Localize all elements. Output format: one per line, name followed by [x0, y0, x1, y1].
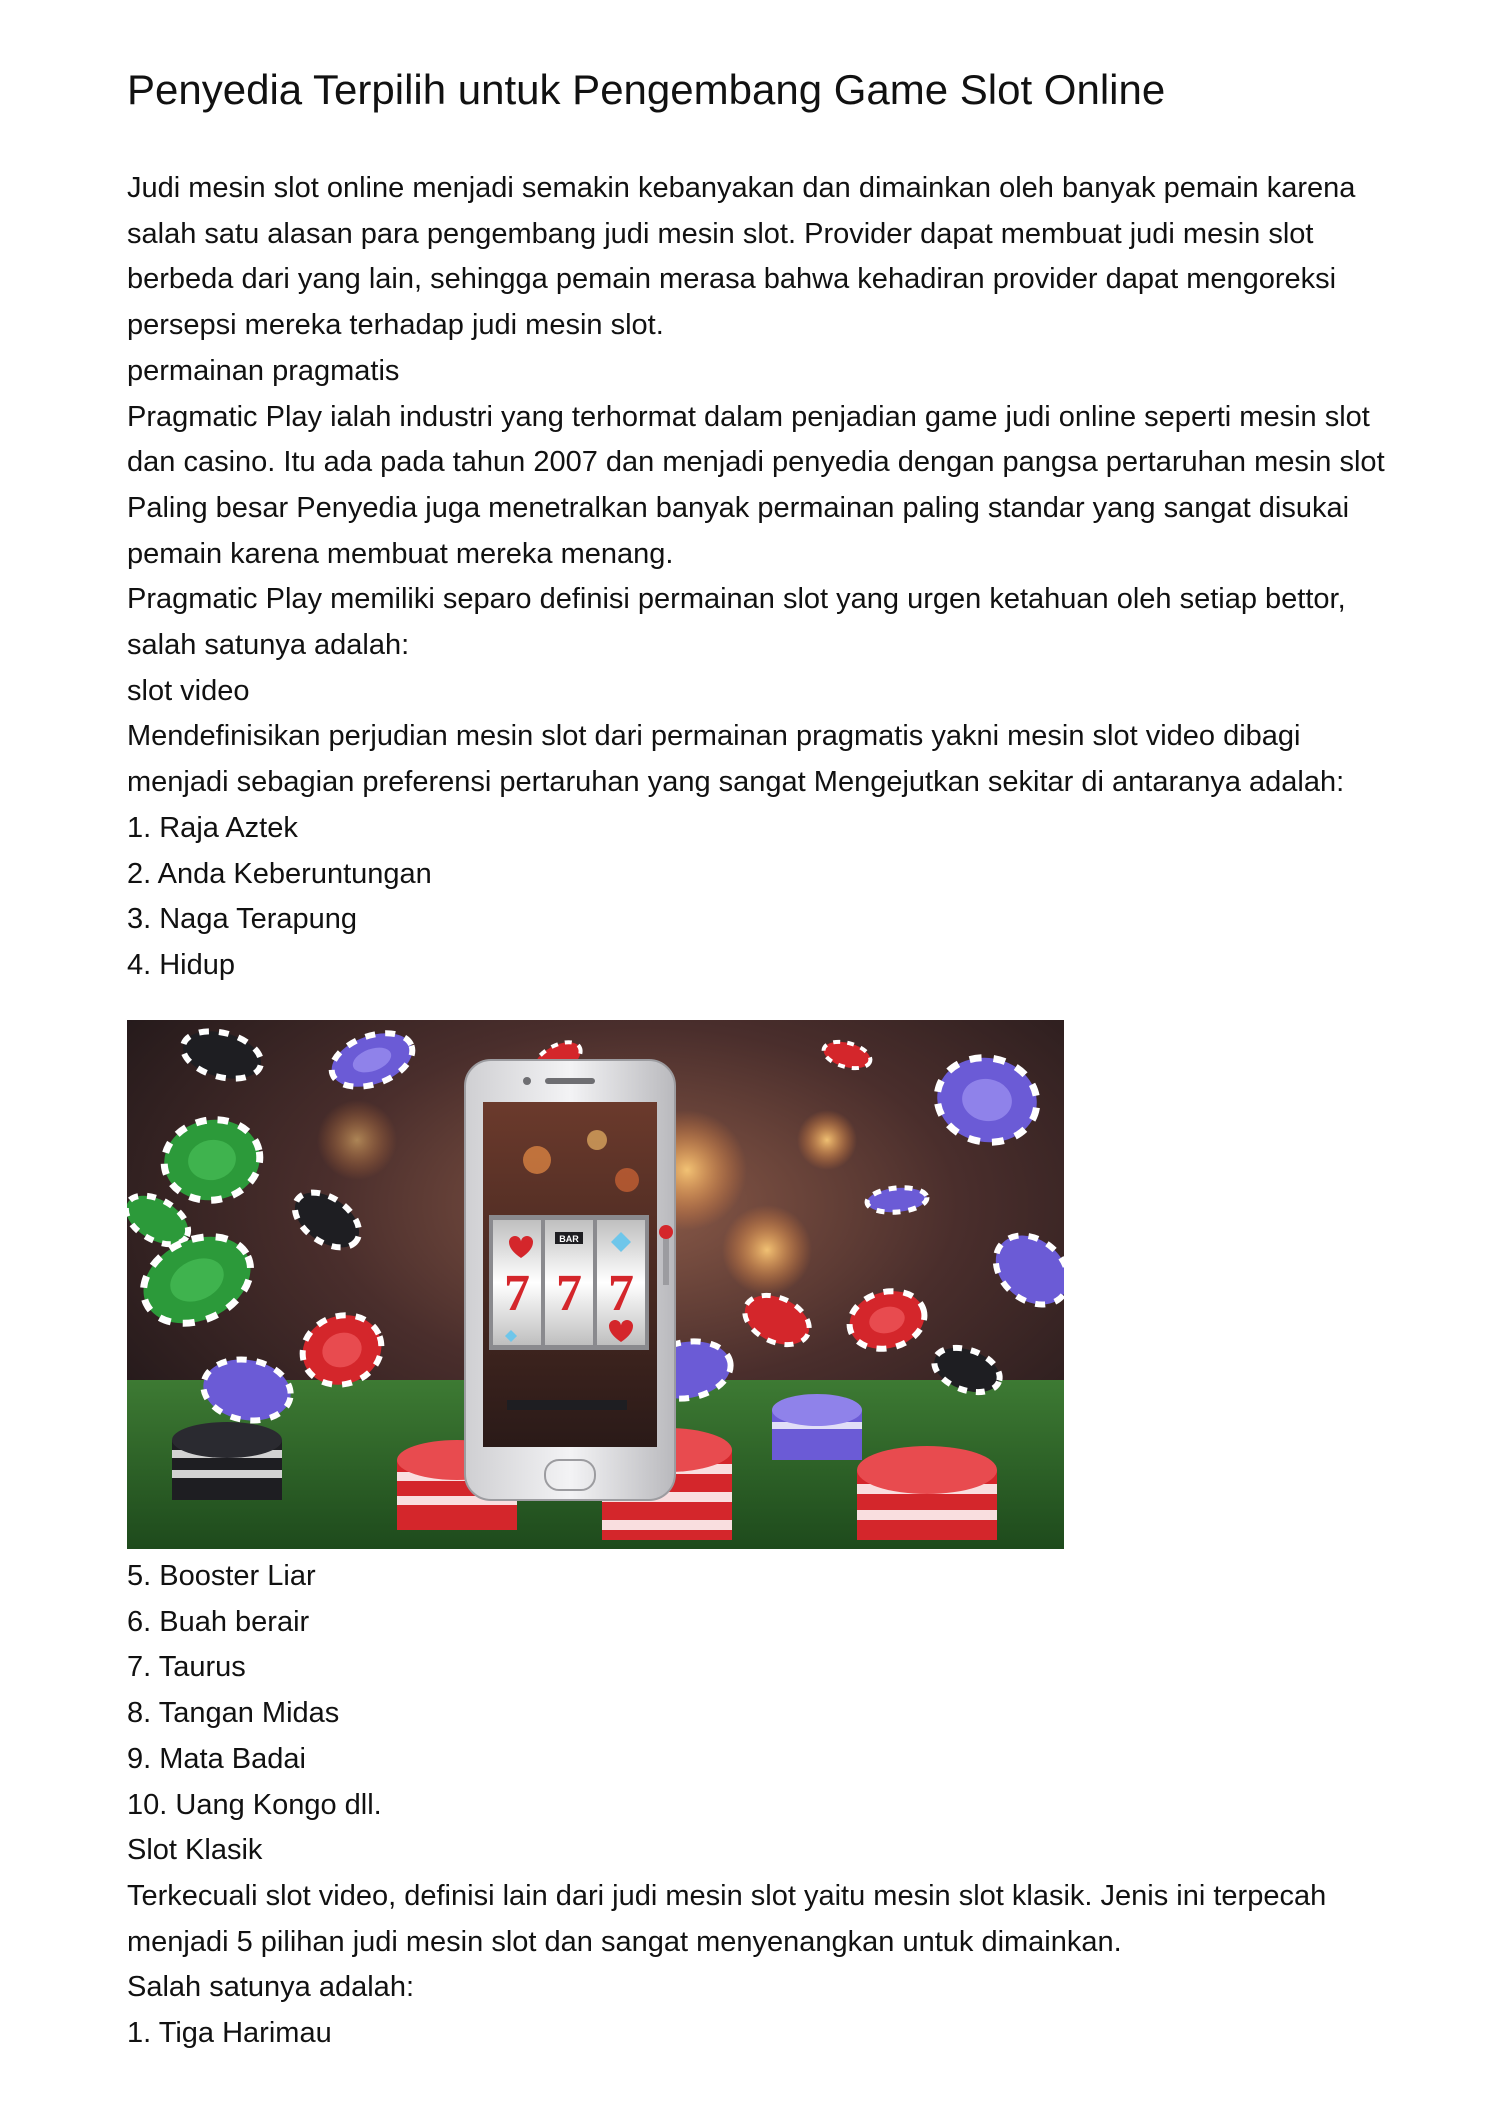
reel-3-symbol: 7	[608, 1265, 634, 1322]
bokeh-light	[317, 1100, 397, 1180]
paragraph-heading-slot-klasik: Slot Klasik	[127, 1834, 263, 1867]
casino-slot-image	[127, 1020, 1064, 1549]
list-item: 2. Anda Keberuntungan	[127, 857, 432, 890]
list-item: 8. Tangan Midas	[127, 1697, 340, 1730]
paragraph-pragmatic-play: Pragmatic Play ialah industri yang terhormat dalam penjadian game judi online seperti mesin slot dan casino. Itu ada pada tahun 2007 dan menjadi penyedia dengan pangsa pertaruhan mesin slot Paling besar Penyedia juga menetralkan banyak permainan paling standar yang sangat disukai pemain karena membuat mereka menang.	[127, 400, 1385, 570]
list-item: 4. Hidup	[127, 948, 236, 981]
list-item: 1. Tiga Harimau	[127, 2017, 332, 2050]
page-title: Penyedia Terpilih untuk Pengembang Game Slot Online	[127, 66, 1166, 113]
smartphone-slot-machine	[465, 1060, 675, 1500]
list-item: 3. Naga Terapung	[127, 903, 358, 936]
reel-1-symbol: 7	[504, 1265, 530, 1322]
list-item: 9. Mata Badai	[127, 1742, 306, 1775]
body-text-section-2	[127, 1554, 1397, 2057]
list-item: 10. Uang Kongo dll.	[127, 1788, 382, 1821]
reel-bar-label: BAR	[559, 1234, 579, 1244]
list-item: 6. Buah berair	[127, 1605, 310, 1638]
bokeh-light	[797, 1110, 857, 1170]
paragraph-heading-slot-video: slot video	[127, 674, 250, 707]
paragraph-slot-video: Mendefinisikan perjudian mesin slot dari permainan pragmatis yakni mesin slot video dibagi menjadi sebagian preferensi pertaruhan yang sangat Mengejutkan sekitar di antaranya adalah:	[127, 720, 1345, 799]
reel-2-symbol: 7	[556, 1265, 582, 1322]
paragraph-definisi: Pragmatic Play memiliki separo definisi permainan slot yang urgen ketahuan oleh setiap bettor, salah satunya adalah:	[127, 583, 1346, 662]
list-item: 1. Raja Aztek	[127, 811, 298, 844]
list-item: 7. Taurus	[127, 1651, 246, 1684]
bokeh-light	[722, 1205, 812, 1295]
paragraph-intro: Judi mesin slot online menjadi semakin kebanyakan dan dimainkan oleh banyak pemain karena salah satu alasan para pengembang judi mesin slot. Provider dapat membuat judi mesin slot berbeda dari yang lain, sehingga pemain merasa bahwa kehadiran provider dapat mengoreksi persepsi mereka terhadap judi mesin slot.	[127, 172, 1356, 342]
paragraph-heading-pragmatis: permainan pragmatis	[127, 354, 400, 387]
list-item: 5. Booster Liar	[127, 1560, 316, 1592]
paragraph-slot-klasik: Terkecuali slot video, definisi lain dari judi mesin slot yaitu mesin slot klasik. Jenis ini terpecah menjadi 5 pilihan judi mesin slot dan sangat menyenangkan untuk dimainkan.	[127, 1879, 1327, 1958]
paragraph-salah-satunya: Salah satunya adalah:	[127, 1971, 414, 2004]
body-text-section-1	[127, 166, 1397, 989]
